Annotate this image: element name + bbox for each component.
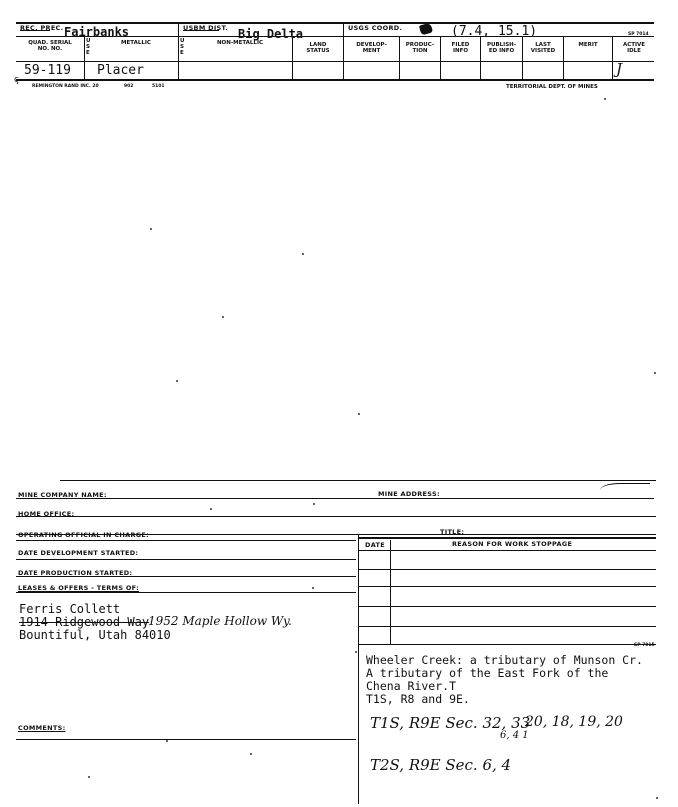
handwritten-sections-2: T2S, R9E Sec. 6, 4 <box>370 756 512 774</box>
col-land-status: LAND STATUS <box>306 42 330 54</box>
rule-leases <box>16 592 356 593</box>
mine-address-label: MINE ADDRESS: <box>378 490 440 498</box>
rec-prec-value: Fairbanks <box>64 25 130 39</box>
note-line-1: Wheeler Creek: a tributary of Munson Cr. <box>366 653 643 667</box>
col-quad-serial: QUAD. SERIAL NO. NO. <box>28 40 72 52</box>
header-bottom-rule <box>16 79 654 81</box>
col-published-info: PUBLISH- ED INFO <box>486 42 517 54</box>
col-merit: MERIT <box>578 42 598 48</box>
coord-ink-blot <box>419 23 433 36</box>
printer-code-2: 5101 <box>152 84 165 89</box>
col-use-nonmetallic: U S E <box>180 38 185 56</box>
rule-comments <box>16 739 356 740</box>
record-active-mark: J <box>616 60 623 78</box>
usbm-dist-value: Big Delta <box>238 27 304 41</box>
lower-top-rule <box>60 480 656 481</box>
col-use-metallic: U S E <box>86 38 91 56</box>
form-number-bottom: SP 7015 <box>634 643 655 648</box>
leases-label: LEASES & OFFERS - TERMS OF: <box>18 584 139 592</box>
usbm-dist-label: USBM DIST. <box>183 24 229 32</box>
header-row-rule <box>16 61 654 62</box>
territorial-dept: TERRITORIAL DEPT. OF MINES <box>506 84 598 90</box>
note-line-4: T1S, R8 and 9E. <box>366 692 470 706</box>
edge-mark: ς <box>14 75 20 85</box>
lessee-name: Ferris Collett <box>19 602 121 616</box>
col-non-metallic: NON-METALLIC <box>216 40 264 46</box>
lessee-old-address: 1914 Ridgewood Way <box>19 615 150 629</box>
date-column-label: DATE <box>365 541 385 549</box>
handwritten-sections-1b: 20, 18, 19, 20 <box>525 714 623 730</box>
operating-official-label: OPERATING OFFICIAL IN CHARGE: <box>18 531 150 539</box>
handwritten-sections-1-sub: 6, 4 1 <box>500 730 529 741</box>
comments-label: COMMENTS: <box>18 724 66 732</box>
form-number-top: SP 7014 <box>628 32 649 37</box>
reason-stoppage-label: REASON FOR WORK STOPPAGE <box>452 540 573 548</box>
col-active-idle: ACTIVE IDLE <box>622 42 646 54</box>
col-last-visited: LAST VISITED <box>530 42 556 54</box>
col-filed-info: FILED INFO <box>451 42 470 54</box>
note-line-2: A tributary of the East Fork of the <box>366 666 609 680</box>
home-office-label: HOME OFFICE: <box>18 510 75 518</box>
lessee-new-address: 1952 Maple Hollow Wy. <box>148 614 292 628</box>
col-metallic: METALLIC <box>121 40 151 46</box>
note-line-3: Chena River.T <box>366 679 457 693</box>
rule-home-office <box>16 516 656 517</box>
mine-company-label: MINE COMPANY NAME: <box>18 491 107 499</box>
record-serial: 59-119 <box>24 63 71 78</box>
handwritten-sections-1: T1S, R9E Sec. 32, 33 <box>370 714 531 732</box>
date-production-label: DATE PRODUCTION STARTED: <box>18 569 133 577</box>
col-production: PRODUC- TION <box>405 42 435 54</box>
title-label: TITLE: <box>440 528 465 536</box>
lower-divider <box>358 534 359 804</box>
rule-company <box>16 498 654 499</box>
col-development: DEVELOP- MENT <box>356 42 387 54</box>
usgs-coord-label: USGS COORD. <box>348 24 403 32</box>
record-metallic: Placer <box>97 63 144 78</box>
printer-code-1: 902 <box>124 84 134 89</box>
header-top-rule <box>16 22 654 24</box>
printer-credit: REMINGTON RAND INC. 20 <box>32 84 99 89</box>
rec-prec-label: REC. PREC. <box>20 24 64 32</box>
rule-date-dev <box>16 559 356 560</box>
lessee-city: Bountiful, Utah 84010 <box>19 628 171 642</box>
date-development-label: DATE DEVELOPMENT STARTED: <box>18 549 139 557</box>
usgs-coord-value: (7.4, 15.1) <box>451 24 538 39</box>
